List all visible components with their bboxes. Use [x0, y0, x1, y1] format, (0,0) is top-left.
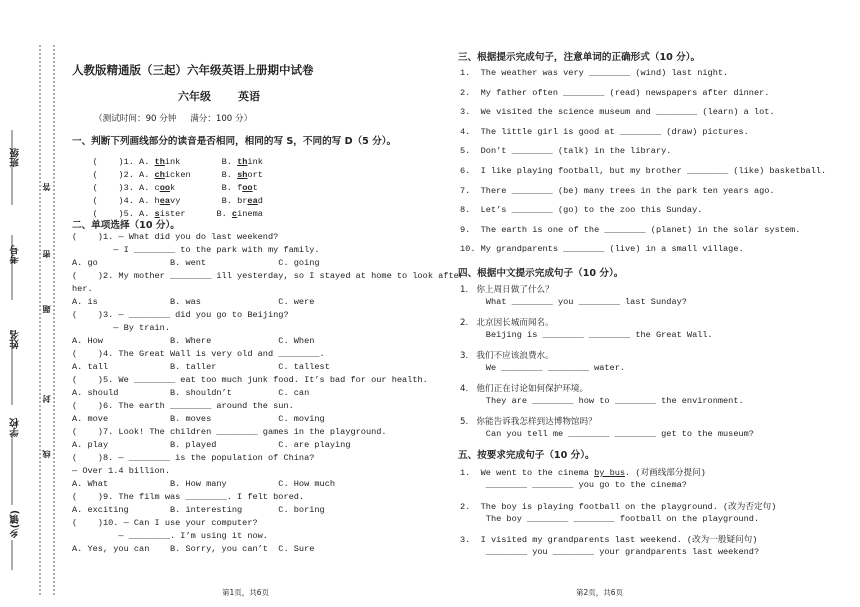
question-line: ( )2. My mother ________ ill yesterday, so I stayed at home to look after: [72, 271, 464, 281]
question-line: — ________. I’m using it now.: [72, 531, 268, 541]
question-line: — I ________ to the park with my family.: [72, 245, 320, 255]
answer-line: Can you tell me ________ ________ get to the museum?: [460, 429, 754, 439]
binding-label-exam-number: 考号: [10, 245, 21, 264]
answer-line: ________ ________ you go to the cinema?: [460, 480, 687, 490]
page-footer-right: 第2页，共6页: [576, 588, 624, 597]
section3-heading: 三、根据提示完成句子，注意单词的正确形式（10 分）。: [458, 52, 701, 63]
chinese-prompt: 2. 北京因长城而闻名。: [460, 318, 554, 328]
rewrite-prompt: 3. I visited my grandparents last weekend. (改为一般疑问句): [460, 535, 758, 545]
binding-margin: [0, 0, 62, 607]
question-line: — Over 1.4 billion.: [72, 466, 170, 476]
question-line: A. What B. How many C. How much: [72, 479, 336, 489]
answer-line: The boy ________ ________ football on the playground.: [460, 514, 760, 524]
subject-label: 英语: [238, 90, 260, 103]
seal-char-1: 答: [42, 183, 51, 191]
question-line: A. should B. shouldn’t C. can: [72, 388, 310, 398]
exam-info: （测试时间：90 分钟 满分：100 分）: [94, 114, 253, 124]
seal-char-4: 封: [42, 395, 51, 403]
answer-line: What ________ you ________ last Sunday?: [460, 297, 687, 307]
rewrite-prompt: 1. We went to the cinema by bus. (对画线部分提问): [460, 468, 706, 478]
grade-label: 六年级: [178, 90, 211, 103]
section1-item: ( )2. A. chicken B. short: [92, 170, 263, 180]
section1-item: ( )5. A. sister B. cinema: [92, 209, 263, 219]
section1-item: ( )4. A. heavy B. bread: [92, 196, 263, 206]
answer-line: They are ________ how to ________ the environment.: [460, 396, 744, 406]
page-footer-left: 第1页，共6页: [222, 588, 270, 597]
question-line: 9. The earth is one of the ________ (planet) in the solar system.: [460, 224, 801, 235]
question-line: A. Yes, you can B. Sorry, you can’t C. Sure: [72, 544, 315, 554]
question-line: ( )4. The Great Wall is very old and ________.: [72, 349, 325, 359]
question-line: ( )3. — ________ did you go to Beijing?: [72, 310, 289, 320]
question-line: A. go B. went C. going: [72, 258, 320, 268]
question-line: A. tall B. taller C. tallest: [72, 362, 330, 372]
question-line: — By train.: [72, 323, 170, 333]
question-line: 8. Let’s ________ (go) to the zoo this Sunday.: [460, 205, 703, 216]
binding-label-school: 学校: [10, 418, 21, 437]
question-line: ( )10. — Can I use your computer?: [72, 518, 258, 528]
chinese-prompt: 4. 他们正在讨论如何保护环境。: [460, 384, 589, 394]
question-line: 7. There ________ (be) many trees in the park ten years ago.: [460, 185, 775, 196]
question-line: 1. The weather was very ________ (wind) last night.: [460, 68, 729, 78]
section4-heading: 四、根据中文提示完成句子（10 分）。: [458, 268, 624, 279]
seal-char-3: 题: [42, 305, 51, 313]
question-line: 4. The little girl is good at ________ (draw) pictures.: [460, 126, 749, 137]
question-line: ( )9. The film was ________. I felt bored.: [72, 492, 305, 502]
binding-label-name: 姓名: [10, 330, 21, 349]
question-line: ( )6. The earth ________ around the sun.: [72, 401, 294, 411]
binding-label-class: 班级: [10, 148, 21, 167]
question-line: A. How B. Where C. When: [72, 336, 315, 346]
question-line: 3. We visited the science museum and ________ (learn) a lot.: [460, 107, 775, 118]
section1-item: ( )1. A. think B. think: [92, 157, 263, 167]
section1-heading: 一、判断下列画线部分的读音是否相同，相同的写 S，不同的写 D（5 分）。: [72, 136, 397, 147]
section5-heading: 五、按要求完成句子（10 分）。: [458, 450, 595, 461]
question-line: ( )5. We ________ eat too much junk food. It’s bad for our health.: [72, 375, 428, 385]
question-line: ( )7. Look! The children ________ games in the playground.: [72, 427, 387, 437]
chinese-prompt: 1. 你上周日做了什么？: [460, 285, 554, 295]
question-line: A. move B. moves C. moving: [72, 414, 325, 424]
question-line: 10. My grandparents ________ (live) in a small village.: [460, 244, 744, 255]
chinese-prompt: 3. 我们不应该浪费水。: [460, 351, 554, 361]
section1-item: ( )3. A. cook B. foot: [92, 183, 258, 193]
seal-char-5: 线: [42, 450, 51, 458]
question-line: ( )8. — ________ is the population of China?: [72, 453, 315, 463]
question-line: her.: [72, 284, 93, 294]
question-line: 2. My father often ________ (read) newspapers after dinner.: [460, 87, 770, 98]
question-line: 6. I like playing football, but my brother ________ (like) basketball.: [460, 166, 827, 176]
binding-label-town: 乡(镇): [10, 510, 21, 538]
answer-line: ________ you ________ your grandparents last weekend?: [460, 547, 760, 557]
seal-char-2: 密: [42, 250, 51, 258]
exam-title: 人教版精通版（三起）六年级英语上册期中试卷: [72, 63, 314, 77]
question-line: A. play B. played C. are playing: [72, 440, 351, 450]
question-line: A. is B. was C. were: [72, 297, 315, 307]
chinese-prompt: 5. 你能告诉我怎样到达博物馆吗？: [460, 417, 597, 427]
question-line: 5. Don’t ________ (talk) in the library.: [460, 146, 672, 157]
answer-line: Beijing is ________ ________ the Great Wall.: [460, 330, 713, 340]
rewrite-prompt: 2. The boy is playing football on the playground. (改为否定句): [460, 502, 777, 512]
section2-heading: 二、单项选择（10 分）。: [72, 220, 180, 231]
answer-line: We ________ ________ water.: [460, 363, 626, 373]
question-line: ( )1. — What did you do last weekend?: [72, 232, 279, 242]
question-line: A. exciting B. interesting C. boring: [72, 505, 325, 515]
